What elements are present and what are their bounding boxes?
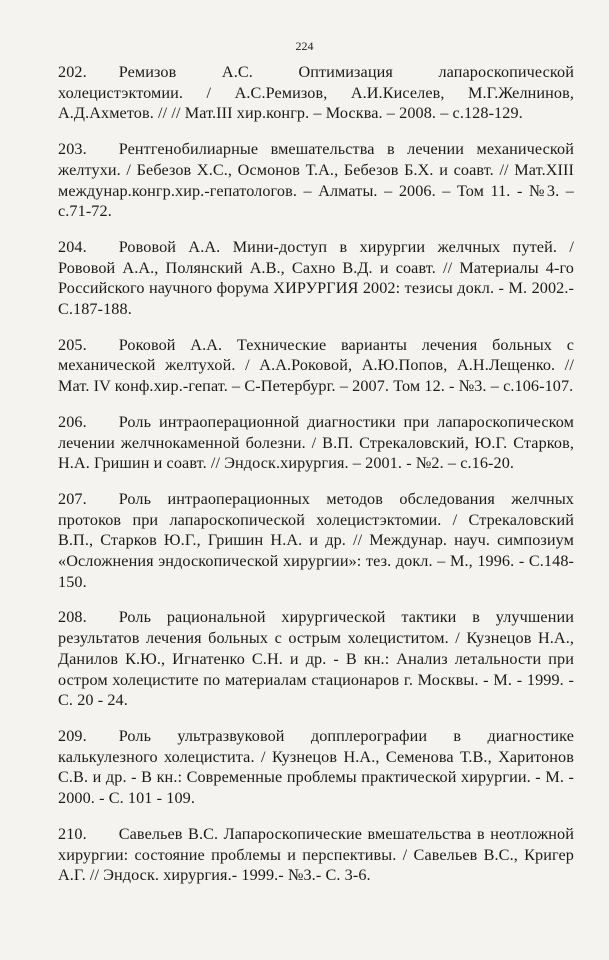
bibliography-entry (58, 237, 574, 320)
bibliography-entry (58, 335, 574, 397)
entry-number: 205. (58, 335, 87, 354)
entry-number: 204. (58, 237, 87, 256)
entry-number: 209. (58, 726, 87, 745)
entry-number: 207. (58, 489, 87, 508)
bibliography-list (58, 62, 574, 901)
entry-number: 202. (58, 63, 87, 81)
entry-text: Роковой А.А. Технические варианты лечения больных с механической желтухой. / А.А.Роковой, А.Ю.Попов, А.Н.Лещенко. // Мат. IV конф.хир.-гепат. – С-Петербург. – 2007. Том 12. - №3. – с.106-107. (58, 335, 574, 396)
page-number: 224 (295, 39, 314, 53)
entry-text: Рентгенобилиарные вмешательства в лечении механической желтухи. / Бебезов Х.С., Осмонов Т.А., Бебезов Б.Х. и соавт. // Мат.XIII междунар.конгр.хир.-гепатологов. – Алматы. – 2006. – Том 11. - №3. – с.71-72. (58, 140, 574, 221)
entry-text: Роль рациональной хирургической тактики в улучшении результатов лечения больных с острым холециститом. / Кузнецов Н.А., Данилов К.Ю., Игнатенко С.Н. и др. - В кн.: Анализ летальности при остром холецистите по материалам стационаров г. Москвы. - М. - 1999. - С. 20 - 24. (58, 608, 574, 710)
bibliography-entry (58, 489, 574, 593)
entry-text: Рововой А.А. Мини-доступ в хирургии желчных путей. / Рововой А.А., Полянский А.В., Сахно В.Д. и соавт. // Материалы 4-го Российского научного форума ХИРУРГИЯ 2002: тезисы докл. - М. 2002.- С.187-188. (58, 237, 574, 319)
bibliography-entry (58, 62, 574, 124)
entry-number: 203. (58, 140, 87, 159)
entry-number: 210. (58, 824, 87, 843)
entry-number: 208. (58, 608, 87, 627)
bibliography-entry (58, 824, 574, 886)
entry-number: 206. (58, 412, 87, 431)
entry-text: Роль ультразвуковой допплерографии в диагностике калькулезного холецистита. / Кузнецов Н.А., Семенова Т.В., Харитонов С.В. и др. - В кн.: Современные проблемы практической хирургии. - М. - 2000. - С. 101 - 109. (58, 726, 574, 808)
entry-text: Ремизов А.С. Оптимизация лапароскопической холецистэктомии. / А.С.Ремизов, А.И.Киселев, М.Г.Желнинов, А.Д.Ахметов. // // Мат.III хир.конгр. – Москва. – 2008. – с.128-129. (58, 63, 574, 123)
bibliography-entry (58, 607, 574, 711)
bibliography-entry (58, 139, 574, 222)
bibliography-entry (58, 726, 574, 809)
bibliography-entry (58, 412, 574, 474)
entry-text: Роль интраоперационных методов обследования желчных протоков при лапароскопической холецистэктомии. / Стрекаловский В.П., Старков Ю.Г., Гришин Н.А. и др. // Междунар. науч. симпозиум «Осложнения эндоскопической хирургии»: тез. докл. – М., 1996. - С.148-150. (58, 489, 574, 591)
entry-text: Роль интраоперационной диагностики при лапароскопическом лечении желчнокаменной болезни. / В.П. Стрекаловский, Ю.Г. Старков, Н.А. Гришин и соавт. // Эндоск.хирургия. – 2001. - №2. – с.16-20. (58, 412, 574, 473)
entry-text: Савельев В.С. Лапароскопические вмешательства в неотложной хирургии: состояние проблемы и перспективы. / Савельев В.С., Кригер А.Г. // Эндоск. хирургия.- 1999.- №3.- С. 3-6. (58, 824, 574, 885)
